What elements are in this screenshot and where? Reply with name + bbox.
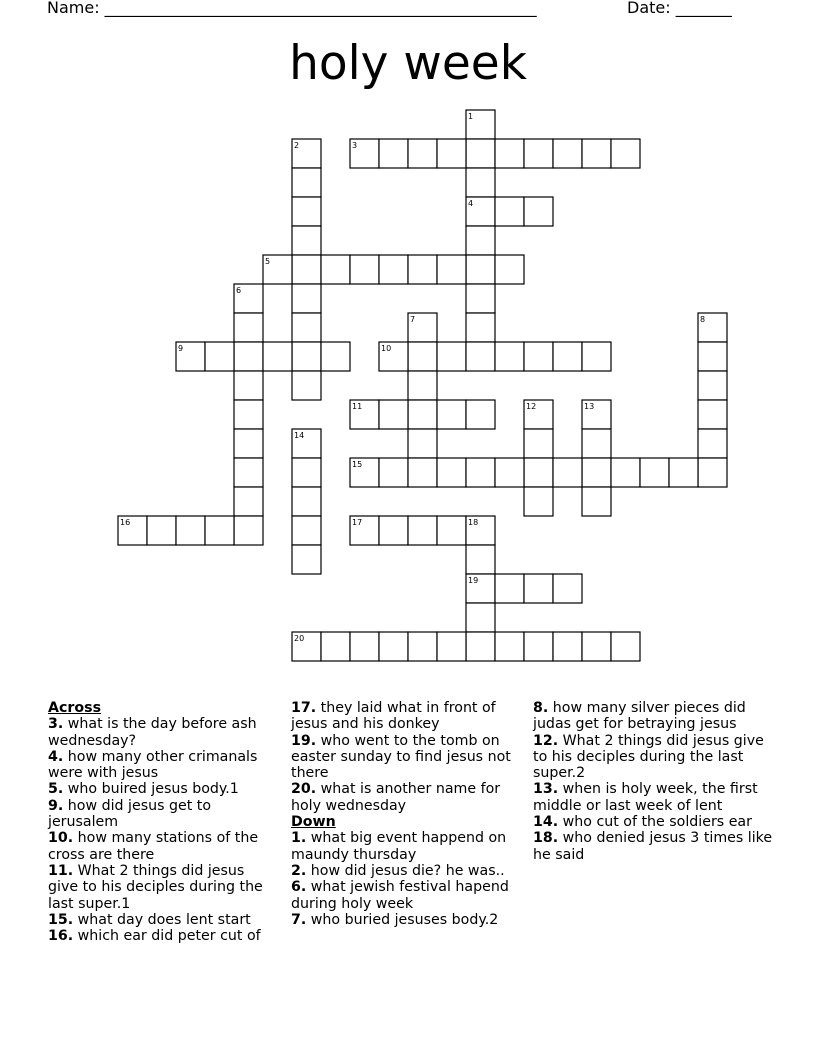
grid-cell[interactable]	[466, 400, 495, 429]
grid-cell[interactable]	[408, 371, 437, 400]
grid-cell[interactable]	[582, 458, 611, 487]
grid-cell[interactable]	[466, 313, 495, 342]
clue-text: what jewish festival hapend during holy week	[291, 879, 509, 912]
clue-number: 6.	[291, 879, 307, 896]
clue-item	[291, 733, 523, 782]
grid-cell[interactable]	[524, 139, 553, 168]
grid-cell[interactable]	[350, 255, 379, 284]
down-clue-list	[291, 830, 523, 928]
grid-cell[interactable]	[495, 342, 524, 371]
grid-cell[interactable]	[292, 139, 321, 168]
clues-column-2	[291, 700, 523, 928]
grid-cell[interactable]	[408, 429, 437, 458]
clue-text: What 2 things did jesus give to his deciples during the last super.1	[48, 862, 263, 912]
cell-number: 15	[352, 460, 363, 469]
grid-cell[interactable]	[379, 632, 408, 661]
cell-number: 7	[410, 315, 416, 324]
grid-cell[interactable]	[582, 342, 611, 371]
grid-cell[interactable]	[524, 574, 553, 603]
clue-item	[291, 863, 523, 879]
clue-text: what day does lent start	[77, 911, 251, 928]
clue-number: 4.	[48, 748, 64, 765]
grid-cell[interactable]	[466, 284, 495, 313]
clue-item	[48, 749, 278, 782]
grid-cell[interactable]	[379, 516, 408, 545]
grid-cell[interactable]	[582, 429, 611, 458]
grid-cell[interactable]	[408, 458, 437, 487]
clue-item	[291, 879, 523, 912]
grid-cell[interactable]	[234, 342, 263, 371]
clue-text: they laid what in front of jesus and his donkey	[291, 700, 496, 733]
grid-cell[interactable]	[466, 545, 495, 574]
grid-cell[interactable]	[466, 110, 495, 139]
cell-number: 11	[352, 402, 363, 411]
grid-cell[interactable]	[234, 487, 263, 516]
clue-number: 10.	[48, 830, 74, 847]
grid-cell[interactable]	[234, 516, 263, 545]
clue-text: how many other crimanals were with jesus	[48, 748, 258, 782]
cell-number: 19	[468, 576, 479, 585]
clue-item	[48, 928, 278, 944]
grid-cell[interactable]	[466, 632, 495, 661]
grid-cell[interactable]	[495, 139, 524, 168]
clue-number: 14.	[533, 814, 559, 831]
grid-cell[interactable]	[698, 458, 727, 487]
clues-column-1	[48, 700, 278, 944]
grid-cell[interactable]	[466, 458, 495, 487]
grid-cell[interactable]	[292, 342, 321, 371]
grid-cell[interactable]	[524, 197, 553, 226]
down-heading: Down	[291, 814, 336, 831]
grid-cell[interactable]	[379, 458, 408, 487]
grid-cell[interactable]	[698, 313, 727, 342]
grid-cell[interactable]	[292, 284, 321, 313]
grid-cell[interactable]	[553, 139, 582, 168]
grid-cell[interactable]	[350, 516, 379, 545]
clue-text: who buried jesuses body.2	[310, 911, 499, 928]
clue-item	[48, 716, 278, 749]
grid-cell[interactable]	[205, 342, 234, 371]
grid-cell[interactable]	[495, 197, 524, 226]
grid-cell[interactable]	[466, 139, 495, 168]
clue-text: when is holy week, the first middle or last week of lent	[533, 781, 758, 814]
grid-cell[interactable]	[408, 139, 437, 168]
grid-cell[interactable]	[466, 342, 495, 371]
grid-cell[interactable]	[466, 197, 495, 226]
grid-cell[interactable]	[263, 342, 292, 371]
grid-cell[interactable]	[350, 458, 379, 487]
cell-number: 2	[294, 141, 300, 150]
page-title: holy week	[289, 36, 527, 91]
grid-cell[interactable]	[495, 574, 524, 603]
cell-number: 4	[468, 199, 474, 208]
clue-text: what is the day before ash wednesday?	[48, 716, 257, 749]
clue-item	[291, 781, 523, 814]
clue-text: who buired jesus body.1	[67, 781, 239, 798]
across-clue-list-continued	[291, 700, 523, 814]
clue-number: 16.	[48, 928, 74, 945]
name-field: Name: ______________________________________________________	[47, 0, 537, 17]
grid-cell[interactable]	[408, 516, 437, 545]
grid-cell[interactable]	[408, 632, 437, 661]
grid-cell[interactable]	[524, 429, 553, 458]
grid-cell[interactable]	[611, 458, 640, 487]
clue-item	[48, 863, 278, 912]
grid-cell[interactable]	[292, 487, 321, 516]
grid-cell[interactable]	[582, 139, 611, 168]
clue-item	[291, 700, 523, 733]
grid-cell[interactable]	[553, 632, 582, 661]
cell-number: 17	[352, 518, 363, 527]
grid-cell[interactable]	[408, 342, 437, 371]
grid-cell[interactable]	[263, 255, 292, 284]
grid-cell[interactable]	[524, 342, 553, 371]
grid-cell[interactable]	[437, 400, 466, 429]
grid-cell[interactable]	[205, 516, 234, 545]
grid-cell[interactable]	[611, 632, 640, 661]
grid-cell[interactable]	[147, 516, 176, 545]
grid-cell[interactable]	[118, 516, 147, 545]
grid-cell[interactable]	[234, 458, 263, 487]
grid-cell[interactable]	[321, 255, 350, 284]
grid-cell[interactable]	[698, 342, 727, 371]
clue-item	[533, 733, 773, 782]
grid-cell[interactable]	[292, 226, 321, 255]
grid-cell[interactable]	[234, 400, 263, 429]
grid-cell[interactable]	[495, 458, 524, 487]
clue-item	[291, 830, 523, 863]
grid-cell[interactable]	[611, 139, 640, 168]
cell-number: 8	[700, 315, 706, 324]
grid-cell[interactable]	[379, 400, 408, 429]
grid-cell[interactable]	[234, 284, 263, 313]
grid-cell[interactable]	[408, 400, 437, 429]
grid-cell[interactable]	[582, 487, 611, 516]
cell-number: 1	[468, 112, 474, 121]
clue-item	[533, 814, 773, 830]
cell-number: 9	[178, 344, 184, 353]
grid-cell[interactable]	[524, 632, 553, 661]
grid-cell[interactable]	[553, 342, 582, 371]
grid-cell[interactable]	[698, 371, 727, 400]
grid-cell[interactable]	[292, 197, 321, 226]
clue-number: 9.	[48, 797, 64, 814]
cell-number: 6	[236, 286, 242, 295]
clue-item	[533, 830, 773, 863]
grid-cell[interactable]	[495, 255, 524, 284]
cell-number: 20	[294, 634, 305, 643]
clue-number: 18.	[533, 830, 559, 847]
grid-cell[interactable]	[234, 371, 263, 400]
clue-number: 15.	[48, 911, 74, 928]
grid-cell[interactable]	[437, 458, 466, 487]
cell-number: 13	[584, 402, 595, 411]
cell-number: 14	[294, 431, 305, 440]
grid-cell[interactable]	[524, 458, 553, 487]
clue-number: 3.	[48, 716, 64, 733]
grid-cell[interactable]	[582, 632, 611, 661]
date-field: Date: _______	[627, 0, 732, 17]
grid-cell[interactable]	[408, 255, 437, 284]
cell-number: 10	[381, 344, 392, 353]
grid-cell[interactable]	[292, 458, 321, 487]
clue-text: how did jesus get to jerusalem	[48, 797, 212, 831]
clue-text: What 2 things did jesus give to his deciples during the last super.2	[533, 732, 764, 782]
grid-cell[interactable]	[466, 168, 495, 197]
grid-cell[interactable]	[524, 487, 553, 516]
grid-cell[interactable]	[437, 632, 466, 661]
clue-text: who went to the tomb on easter sunday to find jesus not there	[291, 732, 511, 782]
across-clue-list	[48, 716, 278, 944]
grid-cell[interactable]	[234, 429, 263, 458]
grid-cell[interactable]	[466, 255, 495, 284]
clue-item	[533, 700, 773, 733]
grid-cell[interactable]	[495, 632, 524, 661]
grid-cell[interactable]	[437, 516, 466, 545]
clue-item	[48, 830, 278, 863]
grid-cell[interactable]	[292, 255, 321, 284]
grid-cell[interactable]	[553, 574, 582, 603]
cell-number: 18	[468, 518, 479, 527]
clue-number: 11.	[48, 862, 74, 879]
clue-number: 17.	[291, 700, 317, 716]
grid-cell[interactable]	[321, 632, 350, 661]
clue-text: how many silver pieces did judas get for betraying jesus	[533, 700, 746, 733]
clue-text: who cut of the soldiers ear	[562, 814, 752, 831]
grid-cell[interactable]	[466, 574, 495, 603]
clue-item	[48, 781, 278, 797]
clue-item	[533, 781, 773, 814]
grid-cell[interactable]	[379, 342, 408, 371]
grid-cell[interactable]	[292, 545, 321, 574]
grid-cell[interactable]	[698, 400, 727, 429]
cell-number: 12	[526, 402, 537, 411]
grid-cell[interactable]	[582, 400, 611, 429]
clue-number: 7.	[291, 911, 307, 928]
grid-cell[interactable]	[466, 226, 495, 255]
cell-number: 16	[120, 518, 131, 527]
clue-number: 5.	[48, 781, 64, 798]
grid-cell[interactable]	[292, 632, 321, 661]
clues-column-3	[533, 700, 773, 863]
grid-cell[interactable]	[234, 313, 263, 342]
grid-cell[interactable]	[176, 516, 205, 545]
clue-number: 12.	[533, 732, 559, 749]
clue-item	[48, 798, 278, 831]
grid-cell[interactable]	[437, 342, 466, 371]
grid-cell[interactable]	[669, 458, 698, 487]
clue-number: 8.	[533, 700, 549, 716]
grid-cell[interactable]	[437, 139, 466, 168]
grid-cell[interactable]	[437, 255, 466, 284]
cell-number: 5	[265, 257, 271, 266]
clue-text: how did jesus die? he was..	[310, 862, 505, 879]
clue-number: 19.	[291, 732, 317, 749]
grid-cell[interactable]	[350, 139, 379, 168]
grid-cell[interactable]	[640, 458, 669, 487]
grid-cell[interactable]	[466, 603, 495, 632]
clue-number: 1.	[291, 830, 307, 847]
grid-cell[interactable]	[292, 371, 321, 400]
grid-cell[interactable]	[292, 429, 321, 458]
grid-cell[interactable]	[321, 342, 350, 371]
clue-text: who denied jesus 3 times like he said	[533, 830, 773, 863]
grid-cell[interactable]	[176, 342, 205, 371]
clue-text: how many stations of the cross are there	[48, 830, 259, 863]
grid-cell[interactable]	[292, 313, 321, 342]
clue-number: 2.	[291, 862, 307, 879]
grid-cell[interactable]	[379, 255, 408, 284]
grid-cell[interactable]	[292, 168, 321, 197]
grid-cell[interactable]	[292, 516, 321, 545]
grid-cell[interactable]	[408, 313, 437, 342]
grid-cell[interactable]	[466, 516, 495, 545]
across-heading: Across	[48, 700, 102, 716]
grid-cell[interactable]	[524, 400, 553, 429]
down-clue-list-continued	[533, 700, 773, 863]
grid-cell[interactable]	[350, 400, 379, 429]
clue-text: what big event happend on maundy thursday	[291, 830, 507, 863]
grid-cell[interactable]	[379, 139, 408, 168]
clue-text: what is another name for holy wednesday	[291, 781, 501, 814]
grid-cell[interactable]	[350, 632, 379, 661]
clue-number: 13.	[533, 781, 559, 798]
clue-item	[48, 912, 278, 928]
grid-cell[interactable]	[698, 429, 727, 458]
clue-item	[291, 912, 523, 928]
clue-text: which ear did peter cut of	[77, 928, 261, 945]
grid-cell[interactable]	[553, 458, 582, 487]
cell-number: 3	[352, 141, 358, 150]
clue-number: 20.	[291, 781, 317, 798]
